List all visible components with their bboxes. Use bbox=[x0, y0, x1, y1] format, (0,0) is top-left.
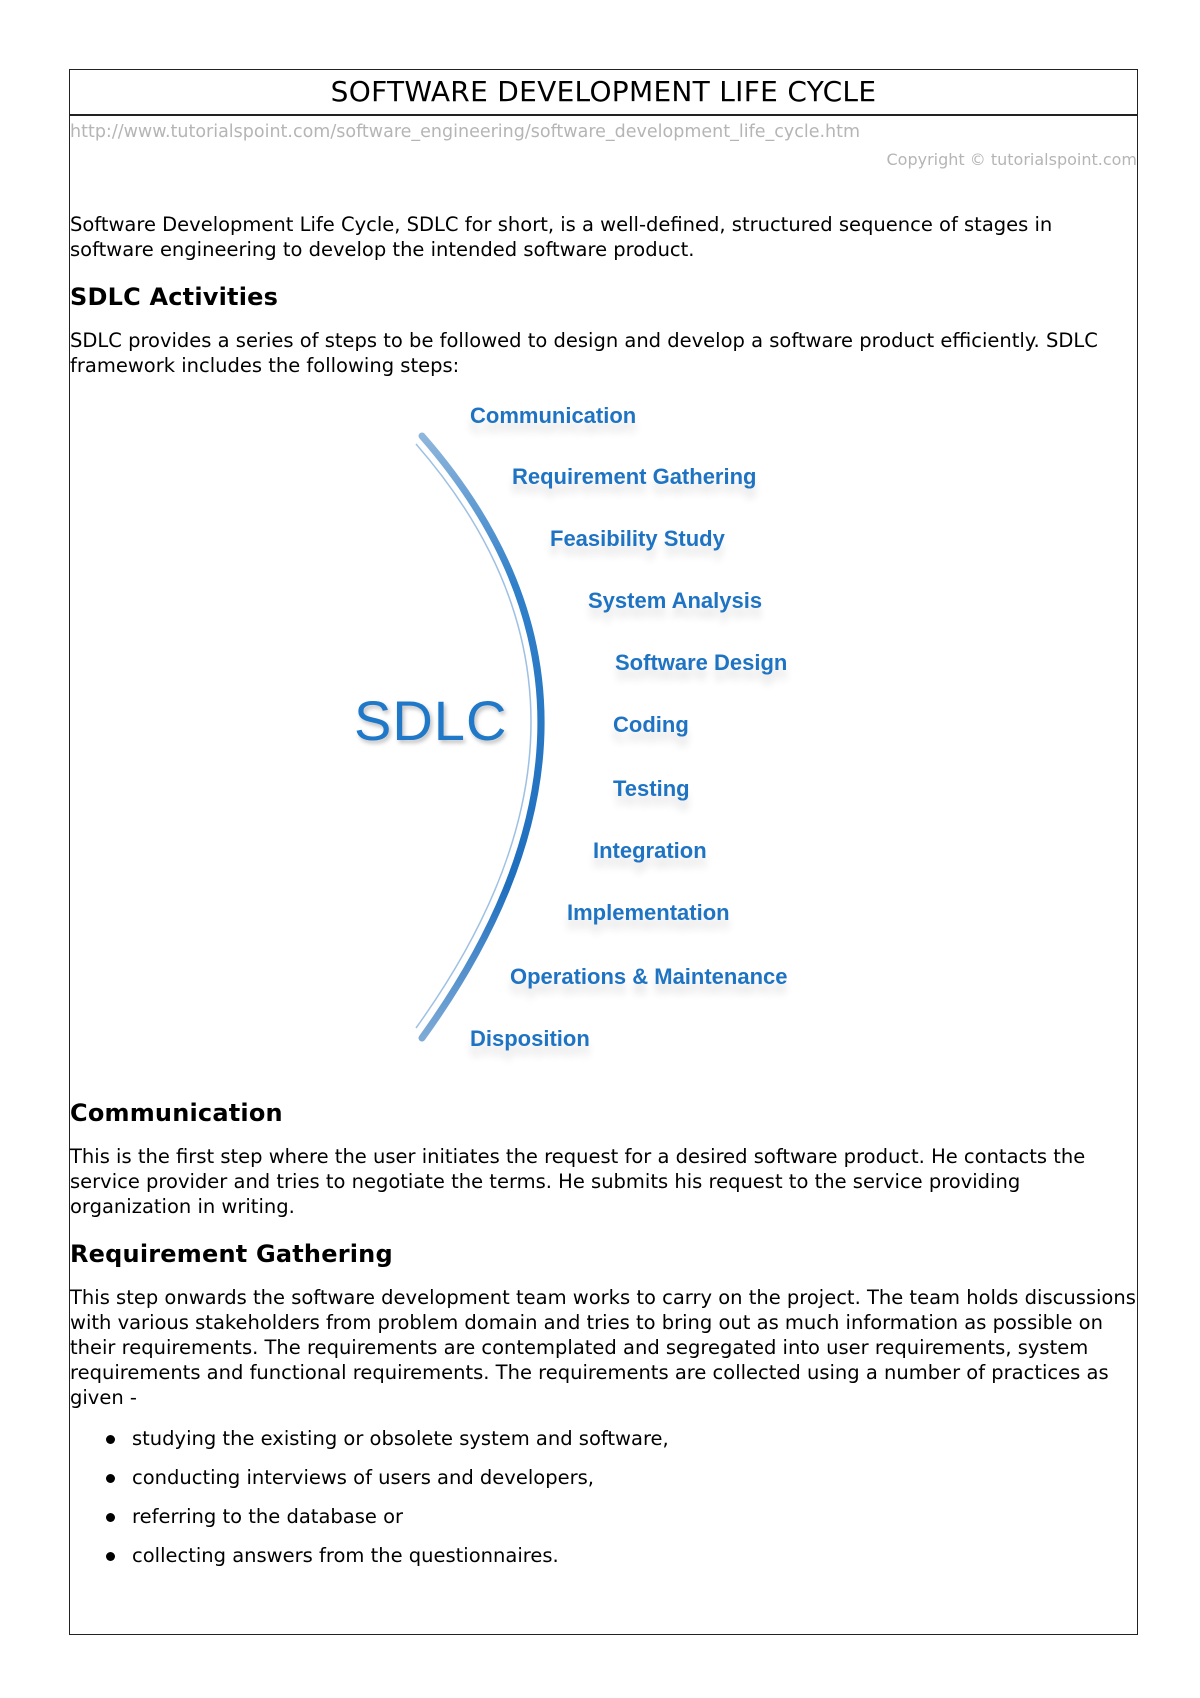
step-feasibility-study: Feasibility Study bbox=[550, 526, 725, 551]
list-item bbox=[106, 1504, 1137, 1529]
step-system-analysis: System Analysis bbox=[588, 588, 763, 613]
list-item-text: conducting interviews of users and developers, bbox=[132, 1466, 594, 1489]
practices-list bbox=[70, 1426, 1137, 1568]
page-frame bbox=[69, 69, 1138, 1635]
communication-paragraph: This is the first step where the user initiates the request for a desired software product. He contacts the service provider and tries to negotiate the terms. He submits his request to the service providing organization in writing. bbox=[70, 1145, 1086, 1218]
list-item-text: referring to the database or bbox=[132, 1505, 404, 1528]
step-disposition: Disposition bbox=[470, 1026, 590, 1051]
step-operations-maintenance: Operations & Maintenance bbox=[510, 964, 788, 989]
requirement-gathering-paragraph: This step onwards the software development team works to carry on the project. The team holds discussions with various stakeholders from problem domain and tries to bring out as much information as possible on their requirements. The requirements are contemplated and segregated into user requirements, system requirements and functional requirements. The requirements are collected using a number of practices as given - bbox=[70, 1286, 1136, 1409]
sdlc-activities-heading: SDLC Activities bbox=[70, 283, 279, 311]
sdlc-center-label: SDLC bbox=[354, 689, 508, 752]
title-divider bbox=[70, 114, 1137, 116]
sdlc-diagram bbox=[70, 378, 1139, 1088]
copyright-notice: Copyright © tutorialspoint.com bbox=[886, 150, 1137, 169]
list-item bbox=[106, 1543, 1137, 1568]
intro-paragraph: Software Development Life Cycle, SDLC for short, is a well-defined, structured sequence of stages in software engineering to develop the intended software product. bbox=[70, 213, 1053, 261]
step-implementation: Implementation bbox=[567, 900, 730, 925]
communication-heading: Communication bbox=[70, 1099, 283, 1127]
step-coding: Coding bbox=[613, 712, 689, 737]
bullet-icon bbox=[106, 1435, 115, 1444]
step-requirement-gathering: Requirement Gathering bbox=[512, 464, 757, 489]
step-software-design: Software Design bbox=[615, 650, 788, 675]
step-integration: Integration bbox=[593, 838, 707, 863]
document-content bbox=[70, 212, 1137, 1582]
step-testing: Testing bbox=[613, 776, 690, 801]
sdlc-activities-paragraph: SDLC provides a series of steps to be followed to design and develop a software product efficiently. SDLC framework includes the following steps: bbox=[70, 329, 1098, 377]
bullet-icon bbox=[106, 1552, 115, 1561]
list-item-text: studying the existing or obsolete system and software, bbox=[132, 1427, 669, 1450]
source-url[interactable]: http://www.tutorialspoint.com/software_engineering/software_development_life_cycle.htm bbox=[70, 122, 861, 142]
document-title: SOFTWARE DEVELOPMENT LIFE CYCLE bbox=[330, 75, 877, 108]
bullet-icon bbox=[106, 1513, 115, 1522]
bullet-icon bbox=[106, 1474, 115, 1483]
list-item bbox=[106, 1465, 1137, 1490]
requirement-gathering-heading: Requirement Gathering bbox=[70, 1240, 393, 1268]
step-communication: Communication bbox=[470, 403, 637, 428]
list-item-text: collecting answers from the questionnaires. bbox=[132, 1544, 559, 1567]
list-item bbox=[106, 1426, 1137, 1451]
